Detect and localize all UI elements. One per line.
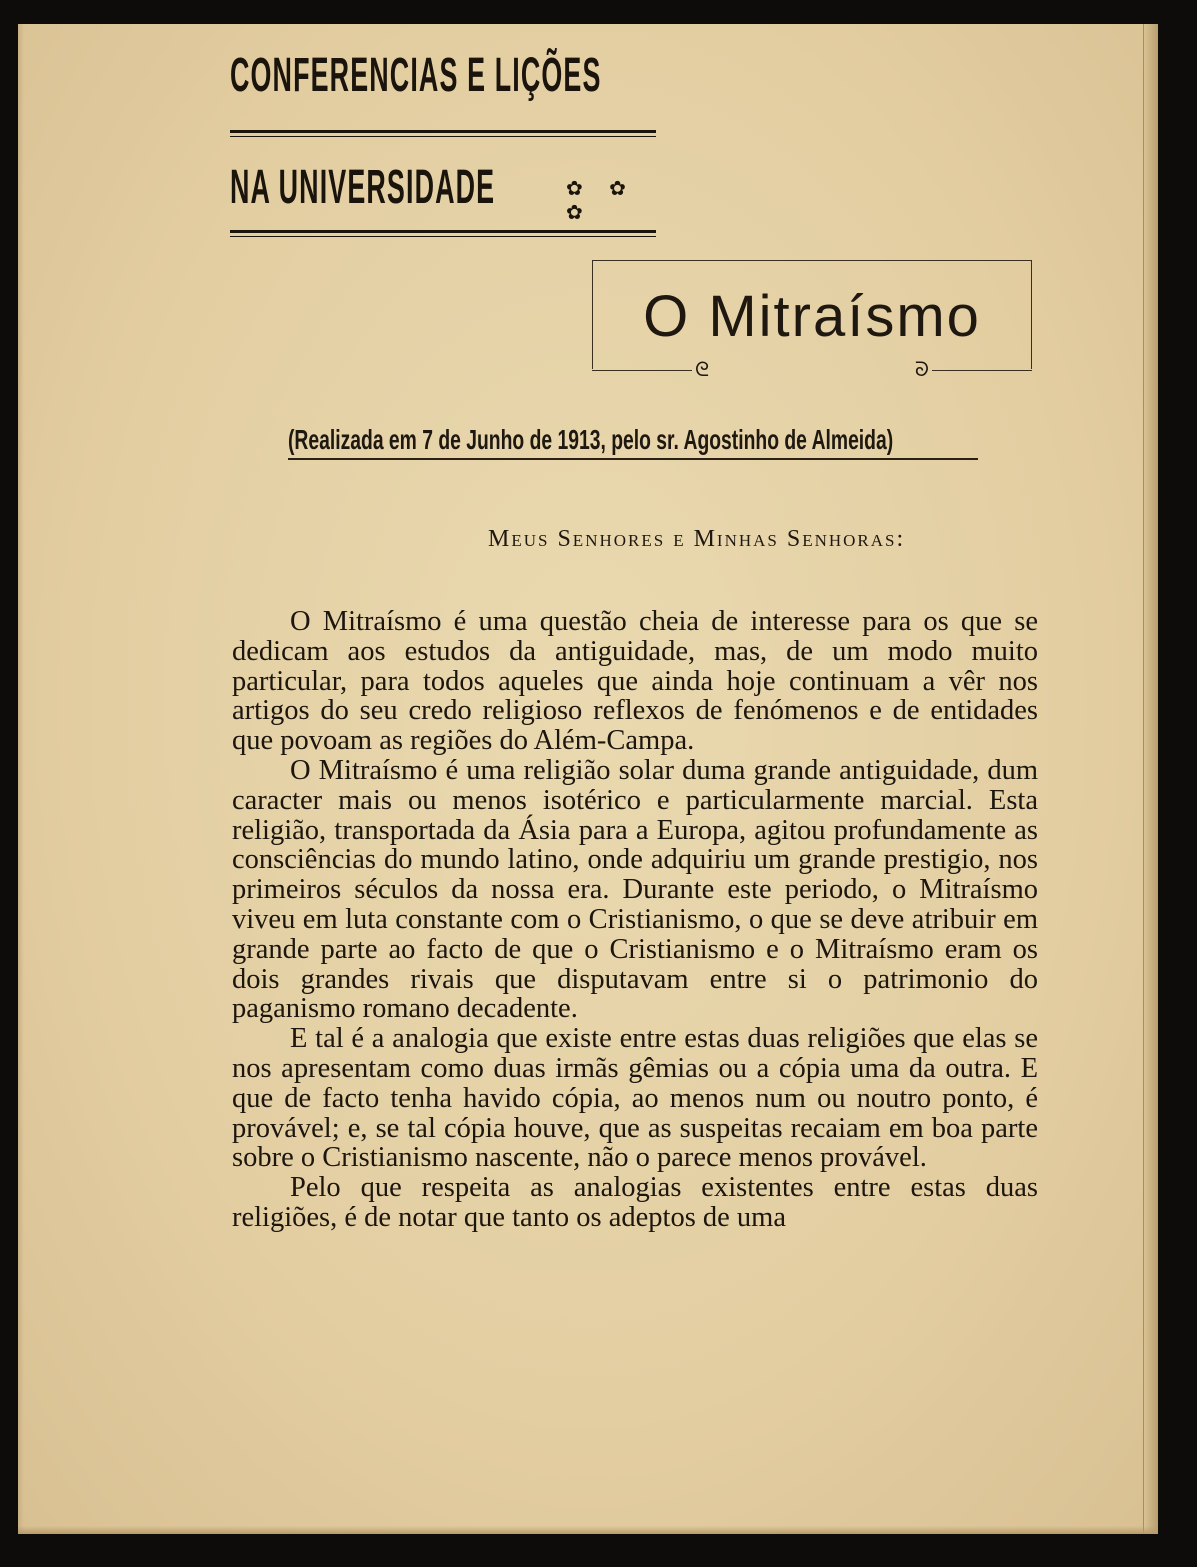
frame-rule-left [592, 370, 692, 371]
header-rule-top [230, 130, 656, 137]
header-rule-bottom [230, 230, 656, 237]
series-title-line-2: NA UNIVERSIDADE [230, 161, 496, 214]
lecture-subtitle: (Realizada em 7 de Junho de 1913, pelo sr. Agostinho de Almeida) [288, 424, 978, 460]
swirl-ornament-icon: ᘐ [914, 357, 929, 381]
swirl-ornament-icon: ᘓ [695, 357, 710, 381]
page-spine [1143, 24, 1158, 1534]
paragraph: Pelo que respeita as analogias existentes entre estas duas religiões, é de notar que tanto os adeptos de uma [232, 1172, 1038, 1233]
paragraph: O Mitraísmo é uma questão cheia de interesse para os que se dedicam aos estudos da antiguidade, mas, de um modo muito particular, para todos aqueles que ainda hoje continuam a vêr nos artigos do seu credo religioso reflexos de fenómenos e de entidades que povoam as regiões do Além-Campa. [232, 606, 1038, 757]
body-text [232, 607, 1038, 1233]
salutation: Meus Senhores e Minhas Senhoras: [488, 526, 906, 552]
series-title-line-1: CONFERENCIAS E LIÇÕES [230, 49, 602, 102]
title-frame [592, 260, 1032, 381]
article-title: O Mitraísmo [643, 284, 981, 349]
document-page [18, 24, 1158, 1534]
paragraph: E tal é a analogia que existe entre estas duas religiões que elas se nos apresentam como duas irmãs gêmias ou a cópia uma da outra. E que de facto tenha havido cópia, ao menos num ou noutro ponto, é provável; e, se tal cópia houve, que as suspeitas recaiam em boa parte sobre o Cristianismo nascente, não o parece menos provável. [232, 1023, 1038, 1174]
ornament-icons: ✿ ✿ ✿ [566, 176, 636, 224]
page-bottom-edge [18, 1526, 1158, 1534]
paragraph: O Mitraísmo é uma religião solar duma grande antiguidade, dum caracter mais ou menos isotérico e particularmente marcial. Esta religião, transportada da Ásia para a Europa, agitou profundamente as consciências do mundo latino, onde adquiriu um grande prestigio, nos primeiros séculos da nossa era. Durante este periodo, o Mitraísmo viveu em luta constante com o Cristianismo, o que se deve atribuir em grande parte ao facto de que o Cristianismo e o Mitraísmo eram os dois grandes rivais que disputavam entre si o patrimonio do paganismo romano decadente. [232, 754, 1038, 1025]
page-edge-shadow [18, 24, 24, 1534]
frame-rule-right [932, 370, 1032, 371]
